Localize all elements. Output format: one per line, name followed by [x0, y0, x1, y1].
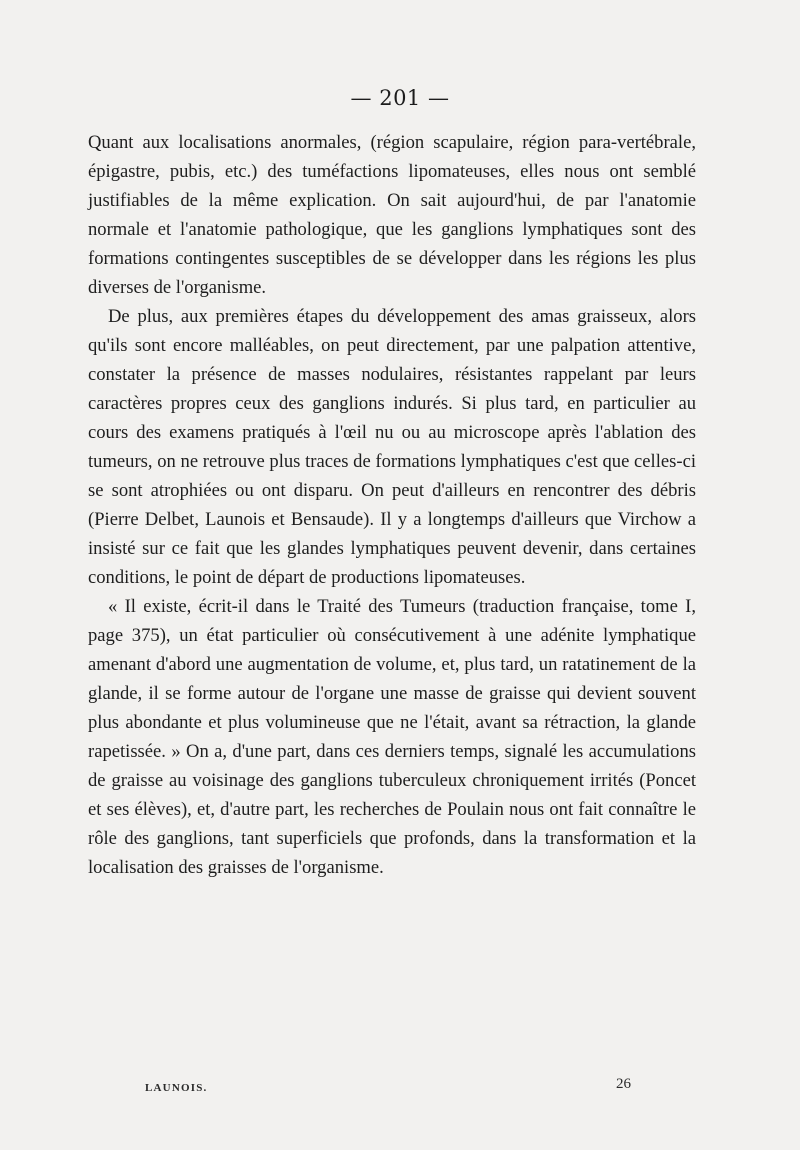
paragraph-3: « Il existe, écrit-il dans le Traité des Tumeurs (traduction française, tome I, page 375), un état particulier où consécutivement à une adénite lymphatique amenant d'abord une augmentation de volume, et, plus tard, un ratatinement de la glande, il se forme autour de l'organe une masse de graisse qui devient souvent plus abondante et plus volumineuse que ne l'était, avant sa rétraction, la glande rapetissée. » On a, d'une part, dans ces derniers temps, signalé les accumulations de graisse au voisinage des ganglions tuberculeux chroniquement irrités (Poncet et ses élèves), et, d'autre part, les recherches de Poulain nous ont fait connaître le rôle des ganglions, tant superficiels que profonds, dans la transformation et la localisation des graisses de l'organisme.: [88, 596, 696, 878]
footer-signature-mark: LAUNOIS.: [145, 1082, 208, 1094]
paragraph-2: De plus, aux premières étapes du développement des amas graisseux, alors qu'ils sont encore malléables, on peut directement, par une palpation attentive, constater la présence de masses nodulaires, résistantes rappelant par leurs caractères propres ceux des ganglions indurés. Si plus tard, en particulier au cours des examens pratiqués à l'œil nu ou au microscope après l'ablation des tumeurs, on ne retrouve plus traces de formations lymphatiques c'est que celles-ci se sont atrophiées ou ont disparu. On peut d'ailleurs en rencontrer des débris (Pierre Delbet, Launois et Bensaude). Il y a longtemps d'ailleurs que Virchow a insisté sur ce fait que les glandes lymphatiques peuvent devenir, dans certaines conditions, le point de départ de productions lipomateuses.: [88, 306, 696, 588]
body-text: [88, 128, 696, 882]
page-number: — 201 —: [350, 86, 450, 110]
footer-sheet-number: 26: [616, 1076, 631, 1092]
paragraph-1: Quant aux localisations anormales, (région scapulaire, région para-vertébrale, épigastre, pubis, etc.) des tuméfactions lipomateuses, elles nous ont semblé justifiables de la même explication. On sait aujourd'hui, de par l'anatomie normale et l'anatomie pathologique, que les ganglions lymphatiques sont des formations contingentes susceptibles de se développer dans les régions les plus diverses de l'organisme.: [88, 132, 696, 298]
